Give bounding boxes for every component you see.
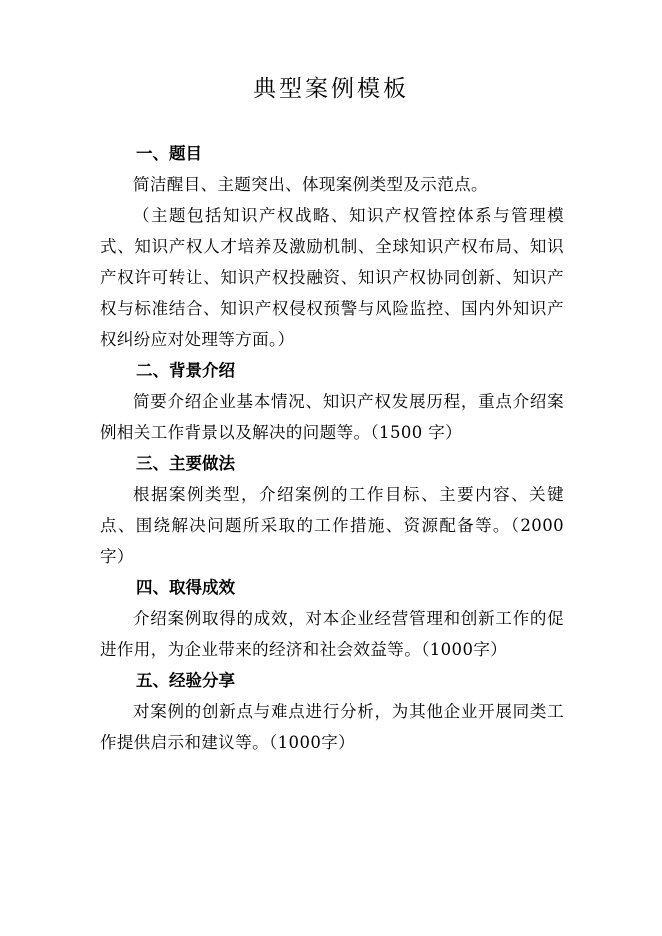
document-body <box>100 138 564 758</box>
section-paragraph: 简洁醒目、主题突出、体现案例类型及示范点。 <box>133 175 488 194</box>
section-heading: 二、背景介绍 <box>136 361 235 380</box>
section-experience-sharing <box>100 665 564 758</box>
section-background <box>100 355 564 448</box>
section-main-practices <box>100 448 564 572</box>
section-heading: 三、主要做法 <box>136 454 235 473</box>
section-heading: 五、经验分享 <box>136 671 235 690</box>
document-title: 典型案例模板 <box>253 76 409 102</box>
section-heading: 四、取得成效 <box>136 578 235 597</box>
section-topic <box>100 138 564 355</box>
section-paragraph: 介绍案例取得的成效，对本企业经营管理和创新工作的促进作用，为企业带来的经济和社会效益等。（1000字） <box>100 609 564 659</box>
section-paragraph: 根据案例类型，介绍案例的工作目标、主要内容、关键点、围绕解决问题所采取的工作措施、资源配备等。（2000字） <box>100 485 564 566</box>
section-heading: 一、题目 <box>136 144 202 163</box>
section-paragraph: 简要介绍企业基本情况、知识产权发展历程，重点介绍案例相关工作背景以及解决的问题等。（1500 字） <box>100 392 564 442</box>
section-results <box>100 572 564 665</box>
section-paragraph: 对案例的创新点与难点进行分析，为其他企业开展同类工作提供启示和建议等。（1000字） <box>100 702 564 752</box>
section-paragraph: （主题包括知识产权战略、知识产权管控体系与管理模式、知识产权人才培养及激励机制、全球知识产权布局、知识产权许可转让、知识产权投融资、知识产权协同创新、知识产权与标准结合、知识产权侵权预警与风险监控、国内外知识产权纠纷应对处理等方面。） <box>100 206 564 349</box>
